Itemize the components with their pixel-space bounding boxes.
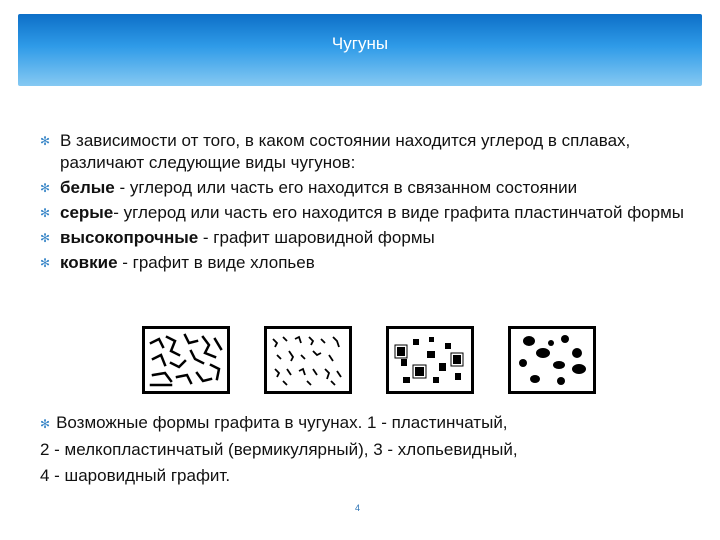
snowflake-bullet-icon: ✻	[40, 206, 51, 220]
snowflake-bullet-icon: ✻	[40, 231, 51, 245]
snowflake-bullet-icon: ✻	[40, 417, 51, 431]
list-item: ✻ В зависимости от того, в каком состоянии находится углерод в сплавах, различают следующие виды чугунов:	[40, 131, 631, 172]
lamellar-graphite-image	[145, 329, 227, 391]
title-bar	[18, 14, 702, 86]
spheroidal-graphite-image	[511, 329, 593, 391]
list-item: ✻ высокопрочные - графит шаровидной формы	[40, 228, 435, 247]
bullet-list	[40, 130, 700, 277]
figure-lamellar-graphite	[142, 326, 230, 394]
figure-caption	[40, 410, 690, 489]
caption-line: 2 - мелкопластинчатый (вермикулярный), 3 - хлопьевидный,	[40, 440, 518, 459]
page-number: 4	[355, 503, 361, 513]
figure-spheroidal-graphite	[508, 326, 596, 394]
flake-graphite-image	[389, 329, 471, 391]
list-item: ✻ белые - углерод или часть его находится в связанном состоянии	[40, 178, 578, 197]
vermicular-graphite-image	[267, 329, 349, 391]
snowflake-bullet-icon: ✻	[40, 256, 51, 270]
figure-flake-graphite	[386, 326, 474, 394]
snowflake-bullet-icon: ✻	[40, 134, 51, 148]
figure-vermicular-graphite	[264, 326, 352, 394]
caption-line: ✻ Возможные формы графита в чугунах. 1 - пластинчатый,	[40, 413, 508, 432]
snowflake-bullet-icon: ✻	[40, 181, 51, 195]
caption-line: 4 - шаровидный графит.	[40, 466, 231, 485]
list-item: ✻ серые- углерод или часть его находится в виде графита пластинчатой формы	[40, 203, 684, 222]
page-title: Чугуны	[331, 34, 389, 53]
list-item: ✻ ковкие - графит в виде хлопьев	[40, 253, 315, 272]
graphite-forms-figures	[142, 326, 598, 392]
